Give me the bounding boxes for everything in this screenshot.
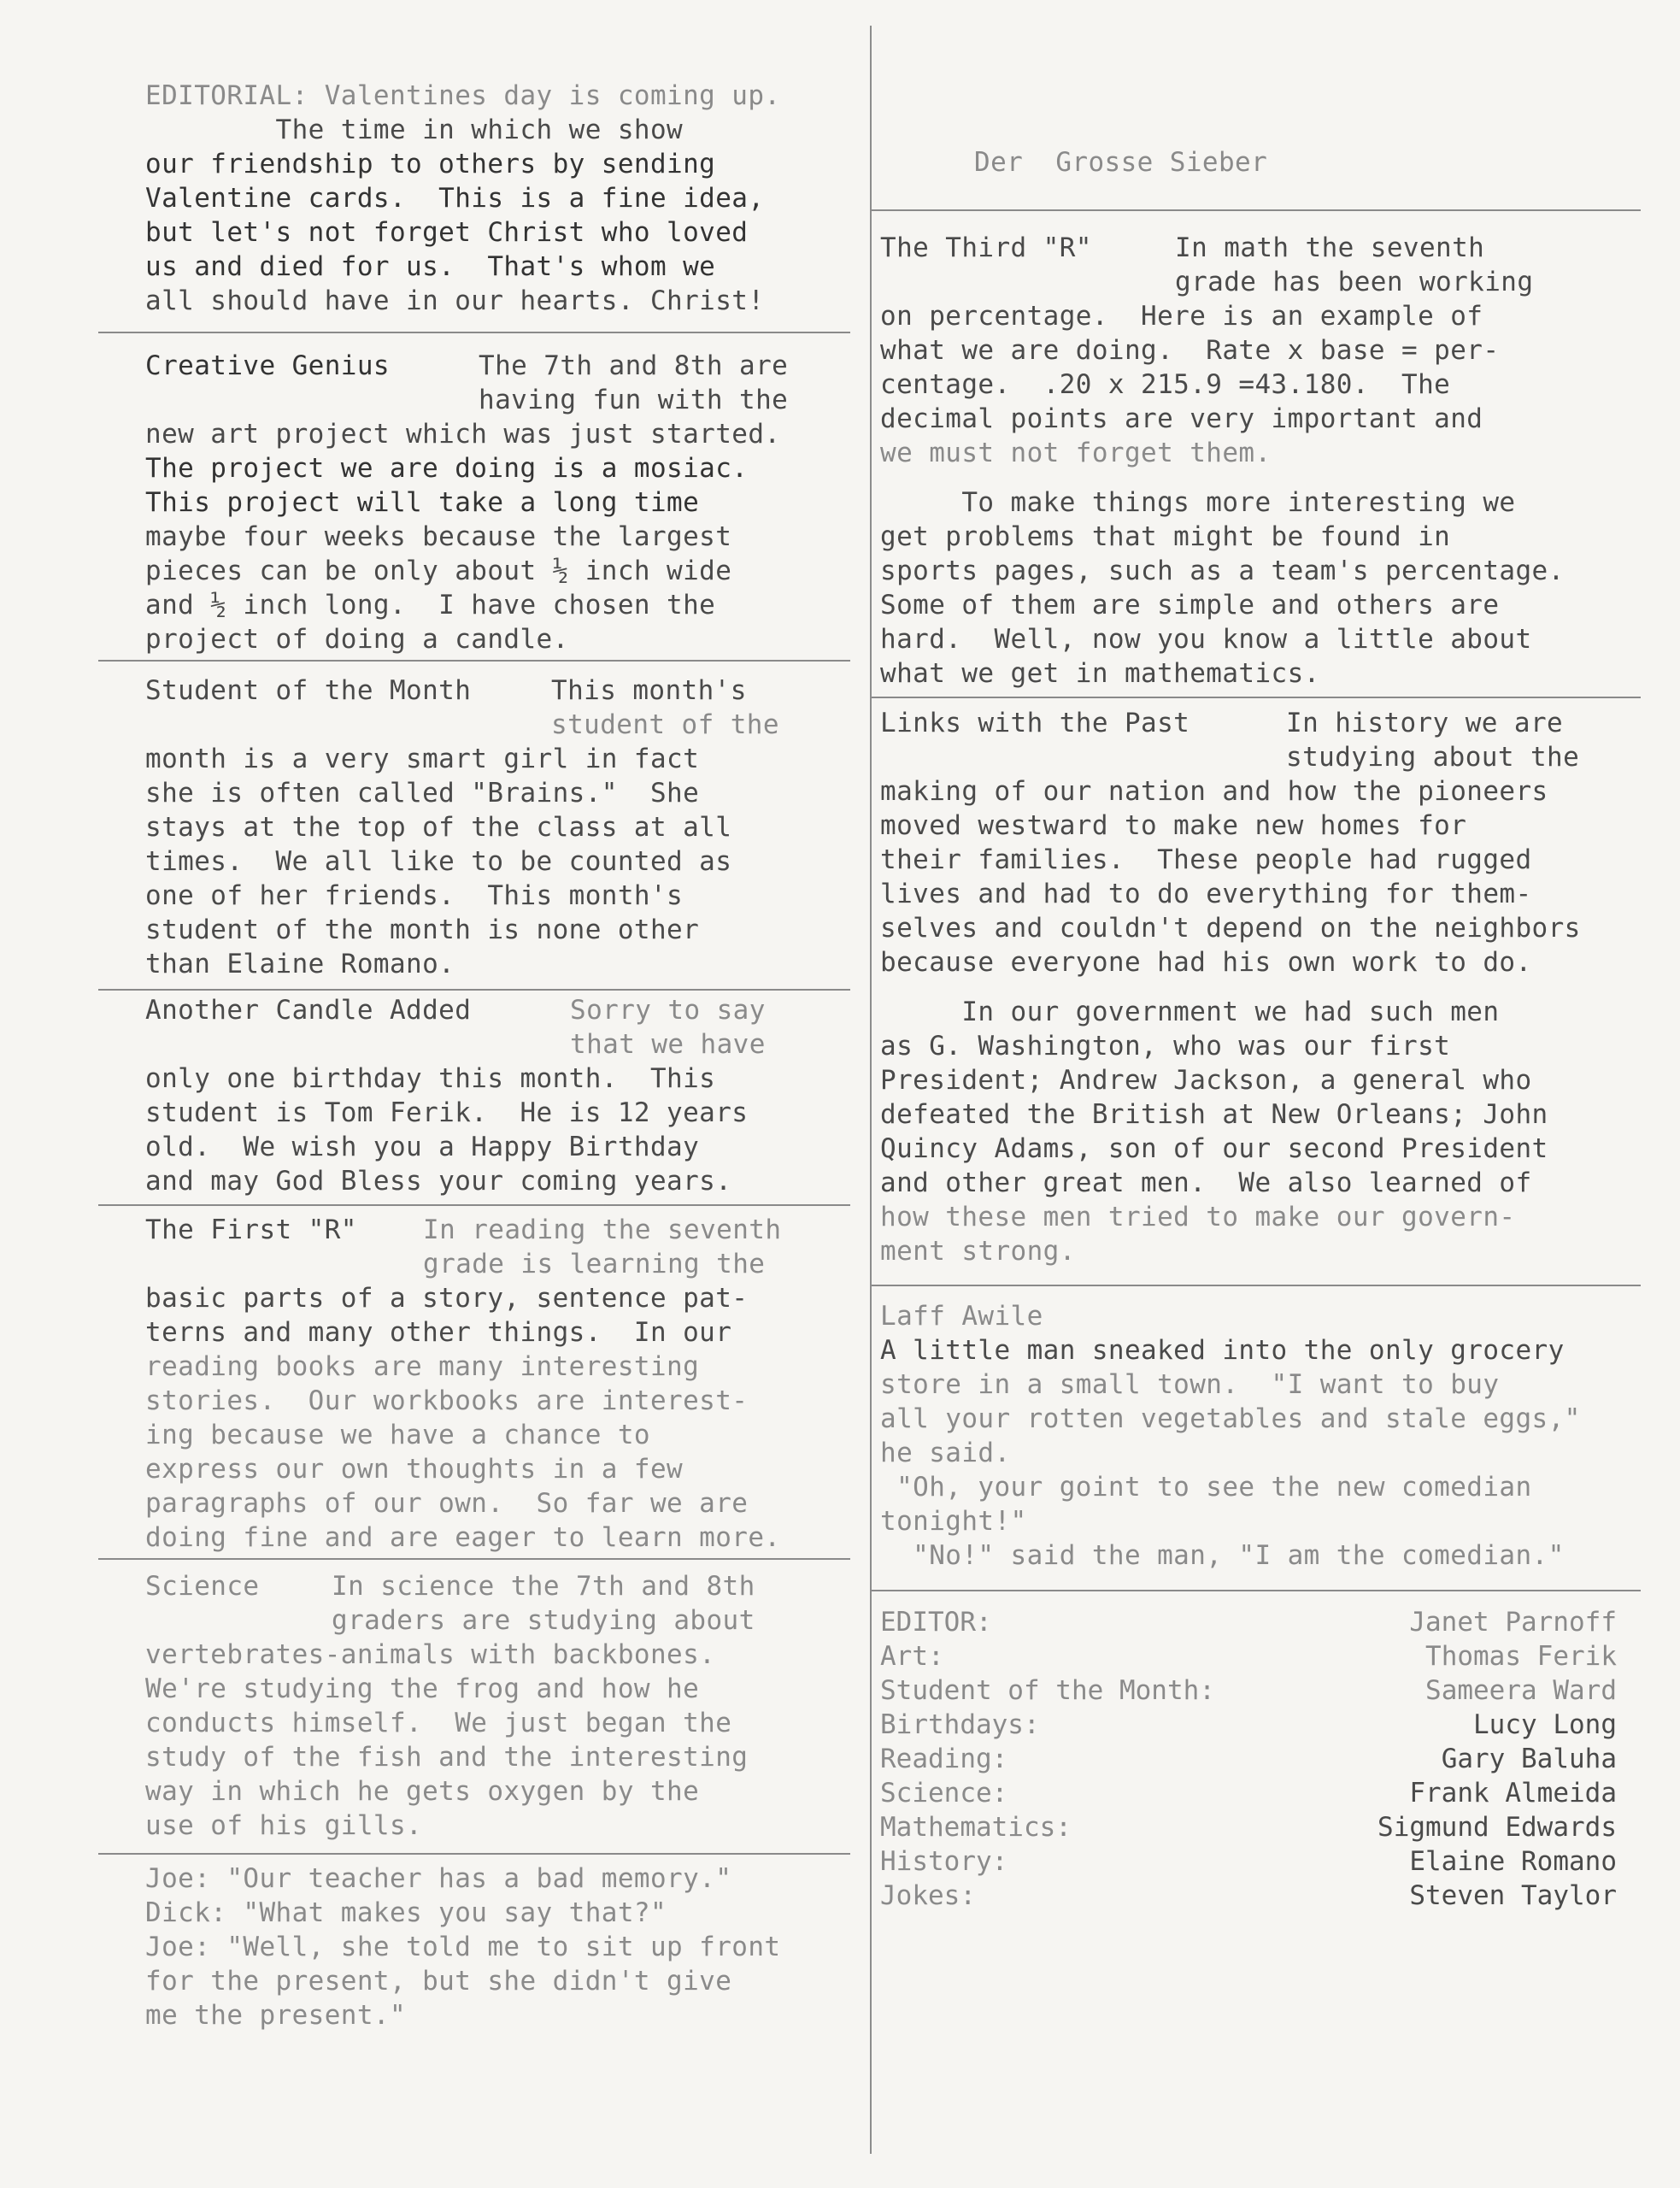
section-title: Links with the Past xyxy=(880,708,1190,738)
article-line: We're studying the frog and how he xyxy=(145,1673,700,1704)
article-line: Some of them are simple and others are xyxy=(880,590,1500,621)
article-line: having fun with the xyxy=(479,385,789,415)
article-line: student of the month is none other xyxy=(145,915,700,945)
article-line: defeated the British at New Orleans; John xyxy=(880,1099,1548,1130)
section-rule xyxy=(872,1285,1641,1286)
joke-line: tonight!" xyxy=(880,1506,1027,1537)
credit-name: Steven Taylor xyxy=(1409,1880,1617,1911)
article-line: To make things more interesting we xyxy=(880,487,1516,518)
credit-role: Science: xyxy=(880,1778,1008,1809)
article-line: one of her friends. This month's xyxy=(145,880,684,911)
article-line: This project will take a long time xyxy=(145,487,700,518)
article-line: basic parts of a story, sentence pat- xyxy=(145,1283,749,1314)
article-line: project of doing a candle. xyxy=(145,624,569,655)
editorial-line: Valentine cards. This is a fine idea, xyxy=(145,183,765,214)
article-line: In history we are xyxy=(1286,708,1564,738)
credit-row xyxy=(880,1639,1617,1673)
article-line: grade is learning the xyxy=(423,1249,766,1279)
section-title: Creative Genius xyxy=(145,350,390,381)
article-line: The project we are doing is a mosiac. xyxy=(145,453,749,484)
credit-row xyxy=(880,1742,1617,1776)
credit-role: History: xyxy=(880,1846,1008,1877)
article-line: In our government we had such men xyxy=(880,997,1500,1027)
editorial-line: EDITORIAL: Valentines day is coming up. xyxy=(145,80,781,111)
article-line: use of his gills. xyxy=(145,1810,423,1841)
article-line: Quincy Adams, son of our second President xyxy=(880,1133,1548,1164)
section-rule xyxy=(872,1590,1641,1591)
credit-row xyxy=(880,1844,1617,1879)
column-divider xyxy=(870,26,872,2154)
article-line: centage. .20 x 215.9 =43.180. The xyxy=(880,369,1451,400)
article-line: old. We wish you a Happy Birthday xyxy=(145,1132,700,1162)
article-line: how these men tried to make our govern- xyxy=(880,1202,1516,1232)
article-line: their families. These people had rugged xyxy=(880,844,1532,875)
article-line: grade has been working xyxy=(1175,267,1534,297)
article-line: as G. Washington, who was our first xyxy=(880,1031,1451,1062)
credit-row xyxy=(880,1879,1617,1913)
credit-role: Art: xyxy=(880,1641,944,1672)
section-rule xyxy=(872,697,1641,698)
article-line: paragraphs of our own. So far we are xyxy=(145,1488,749,1519)
article-line: pieces can be only about ½ inch wide xyxy=(145,556,732,586)
article-line: only one birthday this month. This xyxy=(145,1063,716,1094)
article-line: on percentage. Here is an example of xyxy=(880,301,1483,332)
article-line: terns and many other things. In our xyxy=(145,1317,732,1348)
article-line: In math the seventh xyxy=(1175,232,1485,263)
article-line: times. We all like to be counted as xyxy=(145,846,732,877)
article-line: making of our nation and how the pioneers xyxy=(880,776,1548,807)
section-rule xyxy=(98,1204,850,1206)
article-line: than Elaine Romano. xyxy=(145,949,455,979)
article-line: The 7th and 8th are xyxy=(479,350,789,381)
joke-line: Joe: "Our teacher has a bad memory." xyxy=(145,1863,732,1894)
credit-name: Sigmund Edwards xyxy=(1377,1812,1617,1843)
article-line: moved westward to make new homes for xyxy=(880,810,1467,841)
editorial-line: but let's not forget Christ who loved xyxy=(145,217,749,248)
credit-name: Janet Parnoff xyxy=(1409,1607,1617,1638)
article-line: sports pages, such as a team's percentage. xyxy=(880,556,1565,586)
article-line: because everyone had his own work to do. xyxy=(880,947,1532,978)
article-line: and ½ inch long. I have chosen the xyxy=(145,590,716,621)
article-line: vertebrates-animals with backbones. xyxy=(145,1639,716,1670)
article-line: decimal points are very important and xyxy=(880,403,1483,434)
credit-row xyxy=(880,1673,1617,1708)
section-rule xyxy=(872,209,1641,211)
section-title: Science xyxy=(145,1571,260,1602)
article-line: we must not forget them. xyxy=(880,438,1272,468)
article-line: selves and couldn't depend on the neighbors xyxy=(880,913,1581,944)
joke-line: "No!" said the man, "I am the comedian." xyxy=(880,1540,1565,1571)
credit-row xyxy=(880,1708,1617,1742)
section-rule xyxy=(98,989,850,991)
article-line: what we get in mathematics. xyxy=(880,658,1320,689)
article-line: stories. Our workbooks are interest- xyxy=(145,1385,749,1416)
article-line: reading books are many interesting xyxy=(145,1351,700,1382)
article-line: and other great men. We also learned of xyxy=(880,1168,1532,1198)
article-line: conducts himself. We just began the xyxy=(145,1708,732,1738)
joke-line: Joe: "Well, she told me to sit up front xyxy=(145,1932,781,1962)
article-line: express our own thoughts in a few xyxy=(145,1454,684,1485)
credit-role: Student of the Month: xyxy=(880,1675,1215,1706)
joke-line: A little man sneaked into the only grocery xyxy=(880,1335,1565,1366)
section-rule xyxy=(98,332,850,333)
article-line: hard. Well, now you know a little about xyxy=(880,624,1532,655)
joke-line: me the present." xyxy=(145,2000,407,2031)
credit-row xyxy=(880,1810,1617,1844)
credit-role: Reading: xyxy=(880,1744,1008,1774)
section-title: The Third "R" xyxy=(880,232,1092,263)
article-line: doing fine and are eager to learn more. xyxy=(145,1522,781,1553)
credit-role: Birthdays: xyxy=(880,1709,1040,1740)
editorial-line: us and died for us. That's whom we xyxy=(145,251,716,282)
section-title: Student of the Month xyxy=(145,675,472,706)
article-line: what we are doing. Rate x base = per- xyxy=(880,335,1500,366)
section-rule xyxy=(98,1853,850,1855)
article-line: and may God Bless your coming years. xyxy=(145,1166,732,1197)
section-rule xyxy=(98,660,850,662)
credit-role: EDITOR: xyxy=(880,1607,992,1638)
article-line: maybe four weeks because the largest xyxy=(145,521,732,552)
article-line: lives and had to do everything for them- xyxy=(880,879,1532,909)
article-line: President; Andrew Jackson, a general who xyxy=(880,1065,1532,1096)
credit-name: Lucy Long xyxy=(1473,1709,1617,1740)
article-line: In science the 7th and 8th xyxy=(332,1571,755,1602)
article-line: In reading the seventh xyxy=(423,1215,782,1245)
joke-line: for the present, but she didn't give xyxy=(145,1966,732,1997)
credit-name: Thomas Ferik xyxy=(1425,1641,1617,1672)
joke-line: store in a small town. "I want to buy xyxy=(880,1369,1500,1400)
article-line: way in which he gets oxygen by the xyxy=(145,1776,700,1807)
article-line: student of the xyxy=(551,709,779,740)
article-line: graders are studying about xyxy=(332,1605,755,1636)
article-line: that we have xyxy=(570,1029,766,1060)
editorial-line: The time in which we show xyxy=(145,115,684,145)
credit-name: Gary Baluha xyxy=(1441,1744,1617,1774)
section-title: Laff Awile xyxy=(880,1301,1043,1332)
article-line: month is a very smart girl in fact xyxy=(145,744,700,774)
article-line: studying about the xyxy=(1286,742,1580,773)
section-title: Another Candle Added xyxy=(145,995,472,1026)
article-line: ment strong. xyxy=(880,1236,1076,1267)
editorial-line: our friendship to others by sending xyxy=(145,149,716,179)
credit-role: Jokes: xyxy=(880,1880,976,1911)
article-line: new art project which was just started. xyxy=(145,419,781,450)
article-line: student is Tom Ferik. He is 12 years xyxy=(145,1097,749,1128)
joke-line: all your rotten vegetables and stale eggs," xyxy=(880,1403,1581,1434)
credit-name: Sameera Ward xyxy=(1425,1675,1617,1706)
credit-row xyxy=(880,1605,1617,1639)
editorial-line: all should have in our hearts. Christ! xyxy=(145,285,765,316)
credit-name: Elaine Romano xyxy=(1409,1846,1617,1877)
article-line: This month's xyxy=(551,675,747,706)
article-line: ing because we have a chance to xyxy=(145,1420,650,1450)
article-line: study of the fish and the interesting xyxy=(145,1742,749,1773)
joke-line: "Oh, your goint to see the new comedian xyxy=(880,1472,1532,1503)
article-line: stays at the top of the class at all xyxy=(145,812,732,843)
credit-role: Mathematics: xyxy=(880,1812,1072,1843)
section-title: The First "R" xyxy=(145,1215,357,1245)
article-line: get problems that might be found in xyxy=(880,521,1451,552)
article-line: she is often called "Brains." She xyxy=(145,778,700,809)
joke-line: he said. xyxy=(880,1438,1011,1468)
joke-line: Dick: "What makes you say that?" xyxy=(145,1897,667,1928)
article-line: Sorry to say xyxy=(570,995,766,1026)
credit-row xyxy=(880,1776,1617,1810)
section-rule xyxy=(98,1558,850,1560)
credit-name: Frank Almeida xyxy=(1409,1778,1617,1809)
newsletter-masthead: Der Grosse Sieber xyxy=(974,147,1268,178)
